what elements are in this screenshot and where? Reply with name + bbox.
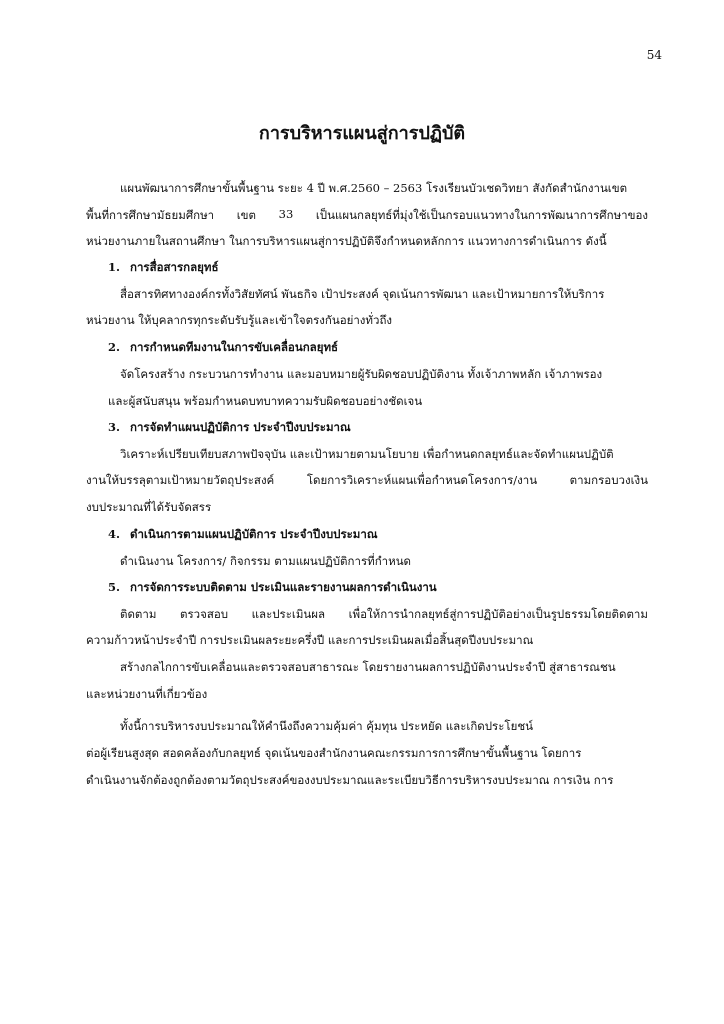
section-2-title: การกำหนดทีมงานในการขับเคลื่อนกลยุทธ์ xyxy=(130,340,339,354)
intro-line-2-part-4: เป็นแผนกลยุทธ์ที่มุ่งใช้เป็นกรอบแนวทางในการพัฒนาการศึกษาของ xyxy=(315,208,648,222)
intro-line-2-part-3: 33 xyxy=(278,207,294,221)
section-4-number: 4. xyxy=(108,527,121,541)
section-4-line-1: ดำเนินงาน โครงการ/ กิจกรรม ตามแผนปฏิบัติการที่กำหนด xyxy=(120,554,412,568)
section-4-title: ดำเนินการตามแผนปฏิบัติการ ประจำปีงบประมาณ xyxy=(130,527,378,541)
section-5-line-1-part-1: ติดตาม xyxy=(120,607,157,621)
section-3-line-2-part-1: งานให้บรรลุตามเป้าหมายวัตถุประสงค์ xyxy=(86,473,275,487)
section-1-line-1: สื่อสารทิศทางองค์กรทั้งวิสัยทัศน์ พันธกิจ เป้าประสงค์ จุดเน้นการพัฒนา และเป้าหมายการให้บริการ xyxy=(120,287,605,301)
section-1-title: การสื่อสารกลยุทธ์ xyxy=(130,260,219,274)
section-2-heading xyxy=(108,339,338,357)
closing-line-3: ดำเนินงานจักต้องถูกต้องตามวัตถุประสงค์ของงบประมาณและระเบียบวิธีการบริหารงบประมาณ การเงิน การ xyxy=(86,773,614,787)
section-2-number: 2. xyxy=(108,340,121,354)
intro-line-2-part-1: พื้นที่การศึกษามัธยมศึกษา xyxy=(86,208,215,222)
intro-line-3: หน่วยงานภายในสถานศึกษา ในการบริหารแผนสู่การปฏิบัติจึงกำหนดหลักการ แนวทางการดำเนินการ ดังนี้ xyxy=(86,234,607,248)
intro-line-2 xyxy=(86,207,648,225)
section-3-line-3: งบประมาณที่ได้รับจัดสรร xyxy=(86,500,212,514)
section-5-line-4: และหน่วยงานที่เกี่ยวข้อง xyxy=(86,687,208,701)
section-1-line-2: หน่วยงาน ให้บุคลากรทุกระดับรับรู้และเข้าใจตรงกันอย่างทั่วถึง xyxy=(86,313,393,327)
closing-line-2: ต่อผู้เรียนสูงสุด สอดคล้องกับกลยุทธ์ จุดเน้นของสำนักงานคณะกรรมการการศึกษาขั้นพื้นฐาน โดยการ xyxy=(86,746,582,760)
section-3-title: การจัดทำแผนปฏิบัติการ ประจำปีงบประมาณ xyxy=(130,420,351,434)
section-3-line-1: วิเคราะห์เปรียบเทียบสภาพปัจจุบัน และเป้าหมายตามนโยบาย เพื่อกำหนดกลยุทธ์และจัดทำแผนปฏิบัติ xyxy=(120,447,614,461)
section-5-heading xyxy=(108,579,437,597)
section-3-number: 3. xyxy=(108,420,121,434)
section-5-title: การจัดการระบบติดตาม ประเมินและรายงานผลการดำเนินงาน xyxy=(130,580,437,594)
section-3-line-2 xyxy=(86,472,648,490)
section-5-line-1-part-2: ตรวจสอบ xyxy=(180,607,229,621)
page-number: 54 xyxy=(646,48,662,62)
section-5-line-1-part-4: เพื่อให้การนำกลยุทธ์สู่การปฏิบัติอย่างเป็นรูปธรรมโดยติดตาม xyxy=(348,607,648,621)
section-1-heading xyxy=(108,259,219,277)
section-3-line-2-part-3: ตามกรอบวงเงิน xyxy=(569,473,648,487)
section-5-line-3: สร้างกลไกการขับเคลื่อนและตรวจสอบสาธารณะ โดยรายงานผลการปฏิบัติงานประจำปี สู่สาธารณชน xyxy=(120,660,616,674)
section-1-number: 1. xyxy=(108,260,121,274)
section-3-line-2-part-2: โดยการวิเคราะห์แผนเพื่อกำหนดโครงการ/งาน xyxy=(306,473,538,487)
section-2-line-2: และผู้สนับสนุน พร้อมกำหนดบทบาทความรับผิดชอบอย่างชัดเจน xyxy=(108,394,423,408)
section-5-line-1-part-3: และประเมินผล xyxy=(251,607,326,621)
section-5-line-1 xyxy=(120,606,648,624)
section-3-heading xyxy=(108,419,351,437)
section-5-line-2: ความก้าวหน้าประจำปี การประเมินผลระยะครึ่งปี และการประเมินผลเมื่อสิ้นสุดปีงบประมาณ xyxy=(86,633,534,647)
page-title: การบริหารแผนสู่การปฏิบัติ xyxy=(258,123,466,144)
closing-line-1: ทั้งนี้การบริหารงบประมาณให้คำนึงถึงความคุ้มค่า คุ้มทุน ประหยัด และเกิดประโยชน์ xyxy=(120,719,533,733)
section-4-heading xyxy=(108,526,378,544)
document-body xyxy=(86,0,648,1024)
intro-line-2-part-2: เขต xyxy=(236,208,257,222)
intro-line-1: แผนพัฒนาการศึกษาขั้นพื้นฐาน ระยะ 4 ปี พ.ศ.2560 – 2563 โรงเรียนบัวเชดวิทยา สังกัดสำนักงานเขต xyxy=(120,181,628,195)
section-5-number: 5. xyxy=(108,580,121,594)
section-2-line-1: จัดโครงสร้าง กระบวนการทำงาน และมอบหมายผู้รับผิดชอบปฏิบัติงาน ทั้งเจ้าภาพหลัก เจ้าภาพรอง xyxy=(120,367,603,381)
